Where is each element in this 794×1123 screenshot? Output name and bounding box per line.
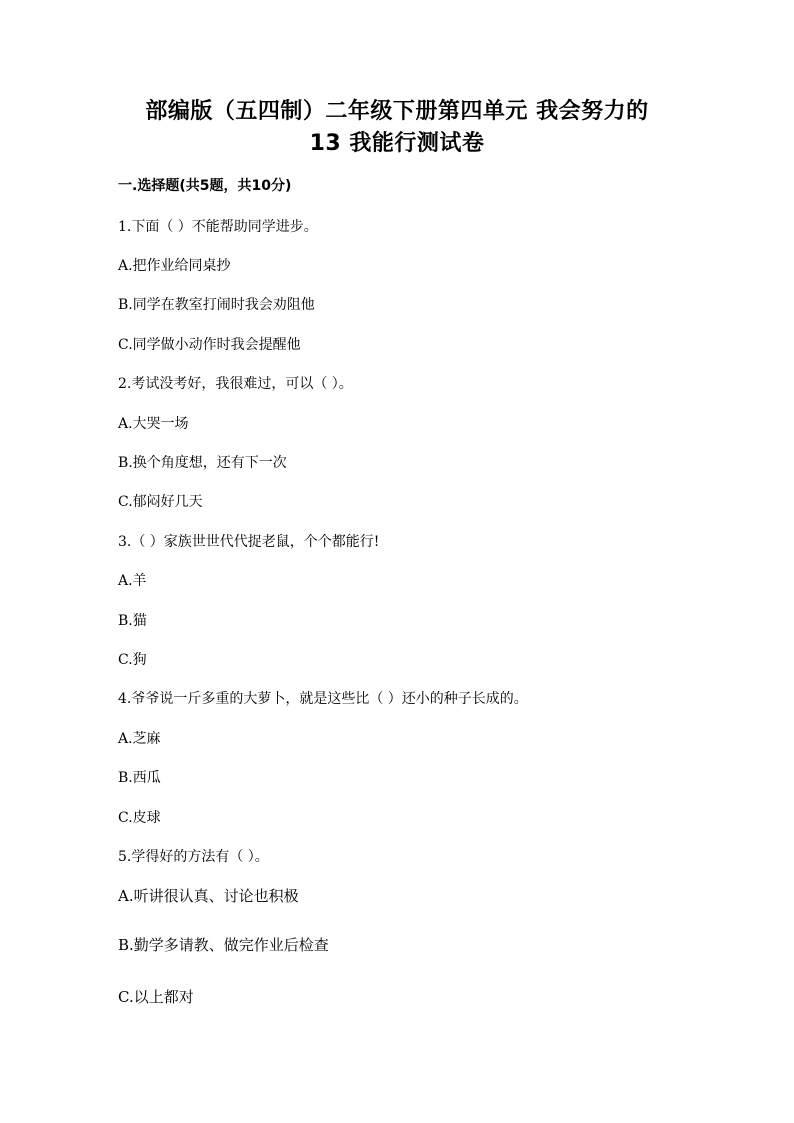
question-5-option-b: B.勤学多请教、做完作业后检查 [118, 936, 329, 954]
question-1-option-b: B.同学在教室打闹时我会劝阻他 [118, 297, 315, 313]
question-4-option-a: A.芝麻 [118, 731, 161, 747]
question-3-stem: 3.（ ）家族世世代代捉老鼠，个个都能行! [118, 534, 380, 550]
question-4-option-c: C.皮球 [118, 810, 161, 826]
question-1-stem: 1.下面（ ）不能帮助同学进步。 [118, 219, 318, 235]
question-3-option-b: B.猫 [118, 613, 147, 629]
page-title-line-2: 13 我能行测试卷 [309, 131, 485, 156]
question-1-option-c: C.同学做小动作时我会提醒他 [118, 337, 301, 353]
question-5-option-a: A.听讲很认真、讨论也积极 [118, 887, 299, 905]
question-3-option-c: C.狗 [118, 652, 147, 668]
section-heading: 一.选择题(共5题，共10分) [118, 178, 292, 194]
question-5-stem: 5.学得好的方法有（ ）。 [118, 849, 269, 865]
question-2-option-b: B.换个角度想，还有下一次 [118, 455, 287, 471]
question-4-stem: 4.爷爷说一斤多重的大萝卜，就是这些比（ ）还小的种子长成的。 [118, 691, 528, 707]
page-title-line-1: 部编版（五四制）二年级下册第四单元 我会努力的 [145, 99, 649, 124]
question-5-option-c: C.以上都对 [118, 988, 194, 1006]
question-4-option-b: B.西瓜 [118, 770, 161, 786]
question-3-option-a: A.羊 [118, 573, 147, 589]
question-2-option-c: C.郁闷好几天 [118, 494, 203, 510]
question-2-stem: 2.考试没考好，我很难过，可以（ ）。 [118, 376, 353, 392]
question-2-option-a: A.大哭一场 [118, 416, 189, 432]
question-1-option-a: A.把作业给同桌抄 [118, 258, 231, 274]
